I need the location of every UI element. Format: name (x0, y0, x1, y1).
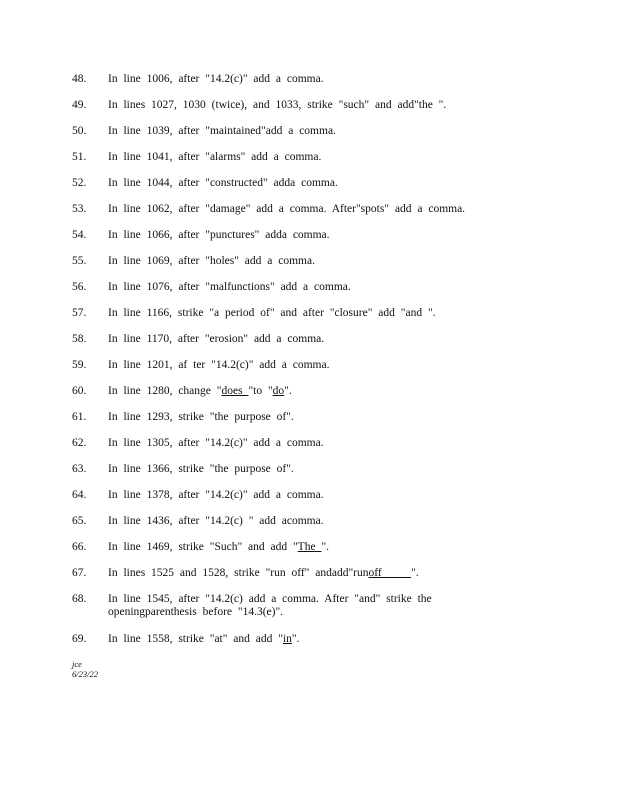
underlined-insertion: do (272, 385, 285, 397)
document-footer (72, 659, 98, 679)
underlined-insertion: The (297, 541, 322, 553)
item-number: 55. (72, 255, 87, 267)
amendment-item (72, 307, 512, 320)
drafter-initials: jce (72, 659, 82, 669)
amendment-item (72, 125, 512, 138)
item-text: In line 1378, after "14.2(c)" add a comma. (108, 489, 324, 501)
item-number: 69. (72, 633, 87, 645)
item-number: 61. (72, 411, 87, 423)
item-number: 50. (72, 125, 87, 137)
amendment-item (72, 411, 512, 424)
item-text: In line 1166, strike "a period of" and after "closure" add "and ". (108, 307, 436, 319)
amendment-item (72, 255, 512, 268)
item-number: 66. (72, 541, 87, 553)
underlined-insertion: off (368, 567, 412, 579)
item-number: 57. (72, 307, 87, 319)
item-text: In line 1039, after "maintained"add a comma. (108, 125, 336, 137)
item-text: In line 1545, after "14.2(c) add a comma. After "and" strike the openingparenthesis before "14.3(e)". (108, 593, 438, 618)
amendment-item (72, 359, 512, 372)
item-number: 48. (72, 73, 87, 85)
item-text: In line 1305, after "14.2(c)" add a comma. (108, 437, 324, 449)
amendment-item (72, 437, 512, 450)
amendment-item (72, 385, 512, 398)
item-number: 56. (72, 281, 87, 293)
underlined-insertion: does (221, 385, 249, 397)
item-text: In line 1041, after "alarms" add a comma. (108, 151, 322, 163)
item-text: In lines 1525 and 1528, strike "run off" andadd"runoff ". (108, 567, 419, 579)
amendment-item (72, 203, 512, 216)
underlined-insertion: in (282, 633, 292, 645)
item-number: 59. (72, 359, 87, 371)
item-text: In line 1170, after "erosion" add a comma. (108, 333, 325, 345)
amendment-item (72, 463, 512, 476)
amendment-item (72, 99, 512, 112)
item-number: 51. (72, 151, 87, 163)
amendment-item (72, 567, 512, 580)
item-number: 67. (72, 567, 87, 579)
item-text: In lines 1027, 1030 (twice), and 1033, strike "such" and add"the ". (108, 99, 447, 111)
item-number: 49. (72, 99, 87, 111)
amendment-item (72, 177, 512, 190)
item-number: 54. (72, 229, 87, 241)
item-number: 64. (72, 489, 87, 501)
item-number: 65. (72, 515, 87, 527)
item-number: 60. (72, 385, 87, 397)
item-text: In line 1280, change "does "to "do". (108, 385, 292, 397)
amendment-item (72, 151, 512, 164)
amendment-item (72, 229, 512, 242)
item-number: 58. (72, 333, 87, 345)
item-text: In line 1006, after "14.2(c)" add a comma. (108, 73, 324, 85)
item-text: In line 1469, strike "Such" and add "The ". (108, 541, 330, 553)
footer-date: 6/23/22 (72, 669, 98, 679)
item-text: In line 1076, after "malfunctions" add a comma. (108, 281, 351, 293)
item-number: 68. (72, 593, 87, 605)
item-text: In line 1558, strike "at" and add "in". (108, 633, 300, 645)
item-text: In line 1366, strike "the purpose of". (108, 463, 294, 475)
item-number: 52. (72, 177, 87, 189)
item-number: 53. (72, 203, 87, 215)
item-text: In line 1069, after "holes" add a comma. (108, 255, 315, 267)
amendment-item (72, 593, 512, 619)
amendment-item (72, 515, 512, 528)
item-text: In line 1062, after "damage" add a comma. After"spots" add a comma. (108, 203, 466, 215)
item-text: In line 1066, after "punctures" adda comma. (108, 229, 330, 241)
amendment-item (72, 489, 512, 502)
item-text: In line 1044, after "constructed" adda comma. (108, 177, 338, 189)
item-text: In line 1293, strike "the purpose of". (108, 411, 294, 423)
amendment-item (72, 73, 512, 86)
amendment-item (72, 541, 512, 554)
item-text: In line 1201, af ter "14.2(c)" add a comma. (108, 359, 330, 371)
item-number: 63. (72, 463, 87, 475)
item-number: 62. (72, 437, 87, 449)
amendment-item (72, 281, 512, 294)
item-text: In line 1436, after "14.2(c) " add acomma. (108, 515, 324, 527)
amendment-item (72, 333, 512, 346)
amendment-item (72, 633, 512, 646)
